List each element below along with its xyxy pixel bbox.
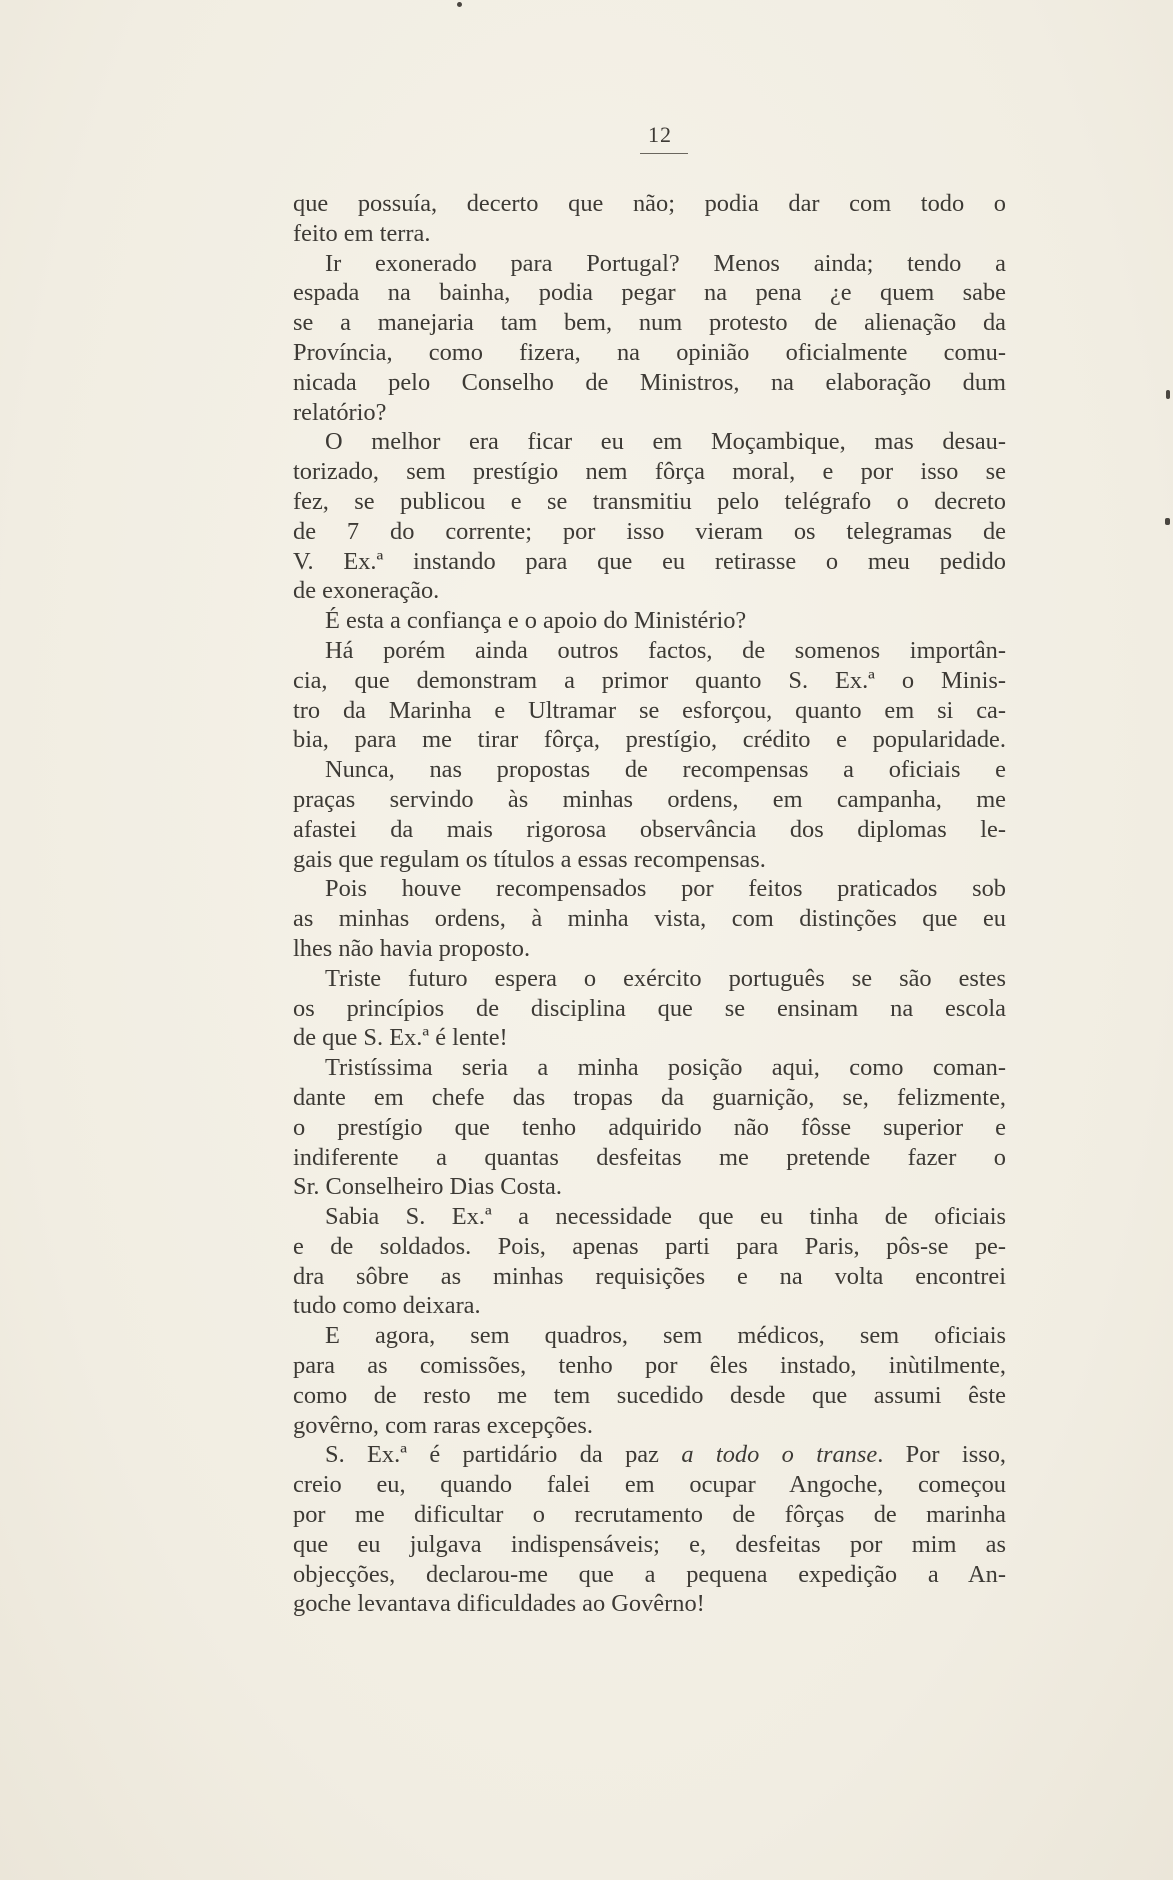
text-line: gais que regulam os títulos a essas recompensas. (293, 845, 766, 873)
paragraph (293, 249, 1006, 428)
paragraph (293, 1321, 1006, 1440)
text-line: nicada pelo Conselho de Ministros, na elaboração dum (293, 368, 1006, 396)
italic-phrase: a todo o transe (681, 1441, 878, 1469)
text-line: de exoneração. (293, 577, 440, 605)
ink-speck (1166, 390, 1170, 399)
paragraph (293, 189, 1006, 249)
text-line: tro da Marinha e Ultramar se esforçou, quanto em si ca- (293, 696, 1006, 724)
paragraph (293, 964, 1006, 1053)
text-line: Sr. Conselheiro Dias Costa. (293, 1173, 562, 1201)
text-line: Província, como fizera, na opinião oficialmente comu- (293, 338, 1006, 366)
text-line: objecções, declarou-me que a pequena expedição a An- (293, 1560, 1006, 1588)
paragraph (293, 874, 1006, 963)
ink-speck (1165, 518, 1170, 525)
text-line: os princípios de disciplina que se ensinam na escola (293, 994, 1006, 1022)
text-line: que eu julgava indispensáveis; e, desfeitas por mim as (293, 1530, 1006, 1558)
text-line: creio eu, quando falei em ocupar Angoche, começou (293, 1471, 1006, 1499)
text-line: fez, se publicou e se transmitiu pelo telégrafo o decreto (293, 487, 1006, 515)
text-line: E agora, sem quadros, sem médicos, sem oficiais (325, 1322, 1006, 1350)
text-run: S. Ex.ª é partidário da paz (325, 1441, 682, 1469)
text-line: as minhas ordens, à minha vista, com distinções que eu (293, 905, 1006, 933)
text-line: praças servindo às minhas ordens, em campanha, me (293, 785, 1006, 813)
text-line: torizado, sem prestígio nem fôrça moral, e por isso se (293, 458, 1006, 486)
text-line: e de soldados. Pois, apenas parti para Paris, pôs-se pe- (293, 1232, 1006, 1260)
text-line: relatório? (293, 398, 387, 426)
paragraph (293, 636, 1006, 755)
text-line: Há porém ainda outros factos, de somenos importân- (325, 636, 1006, 664)
text-line: Nunca, nas propostas de recompensas a oficiais e (325, 756, 1006, 784)
text-line: de 7 do corrente; por isso vieram os telegramas de (293, 517, 1006, 545)
text-line: por me dificultar o recrutamento de fôrças de marinha (293, 1501, 1006, 1529)
text-line: para as comissões, tenho por êles instado, inùtilmente, (293, 1352, 1006, 1380)
ink-speck (457, 2, 462, 7)
text-line: afastei da mais rigorosa observância dos diplomas le- (293, 815, 1006, 843)
page-number-rule (640, 153, 688, 154)
text-line: Pois houve recompensados por feitos praticados sob (325, 875, 1006, 903)
body-text (293, 189, 1006, 1619)
text-line: cia, que demonstram a primor quanto S. Ex.ª o Minis- (293, 666, 1006, 694)
paragraph (293, 606, 1006, 636)
text-line: lhes não havia proposto. (293, 934, 531, 962)
text-line: feito em terra. (293, 219, 431, 247)
text-line: Ir exonerado para Portugal? Menos ainda; tendo a (325, 249, 1006, 277)
text-line: goche levantava dificuldades ao Govêrno! (293, 1590, 705, 1618)
text-line: o prestígio que tenho adquirido não fôsse superior e (293, 1113, 1006, 1141)
paragraph (293, 1053, 1006, 1202)
text-line: espada na bainha, podia pegar na pena ¿e quem sabe (293, 279, 1006, 307)
text-line: tudo como deixara. (293, 1292, 481, 1320)
paragraph (293, 427, 1006, 606)
text-line: como de resto me tem sucedido desde que assumi êste (293, 1381, 1006, 1409)
text-line: Sabia S. Ex.ª a necessidade que eu tinha de oficiais (325, 1203, 1006, 1231)
paragraph (293, 1440, 1006, 1619)
text-line: indiferente a quantas desfeitas me pretende fazer o (293, 1143, 1006, 1171)
text-run: . Por isso, (877, 1441, 1006, 1469)
text-line: Tristíssima seria a minha posição aqui, como coman- (325, 1054, 1006, 1082)
text-line: Triste futuro espera o exército português se são estes (325, 964, 1006, 992)
text-line: govêrno, com raras excepções. (293, 1411, 593, 1439)
text-line: que possuía, decerto que não; podia dar com todo o (293, 190, 1006, 217)
text-line: V. Ex.ª instando para que eu retirasse o meu pedido (293, 547, 1006, 575)
text-line: dante em chefe das tropas da guarnição, se, felizmente, (293, 1083, 1006, 1111)
text-line: O melhor era ficar eu em Moçambique, mas desau- (325, 428, 1006, 456)
text-line: dra sôbre as minhas requisições e na volta encontrei (293, 1262, 1006, 1290)
page-number: 12 (648, 122, 672, 147)
text-line: de que S. Ex.ª é lente! (293, 1024, 508, 1052)
text-line (293, 1440, 1006, 1470)
text-line: É esta a confiança e o apoio do Ministério? (325, 607, 747, 635)
text-line: bia, para me tirar fôrça, prestígio, crédito e popularidade. (293, 726, 1006, 754)
text-line: se a manejaria tam bem, num protesto de alienação da (293, 309, 1006, 337)
paragraph (293, 1202, 1006, 1321)
paragraph (293, 755, 1006, 874)
